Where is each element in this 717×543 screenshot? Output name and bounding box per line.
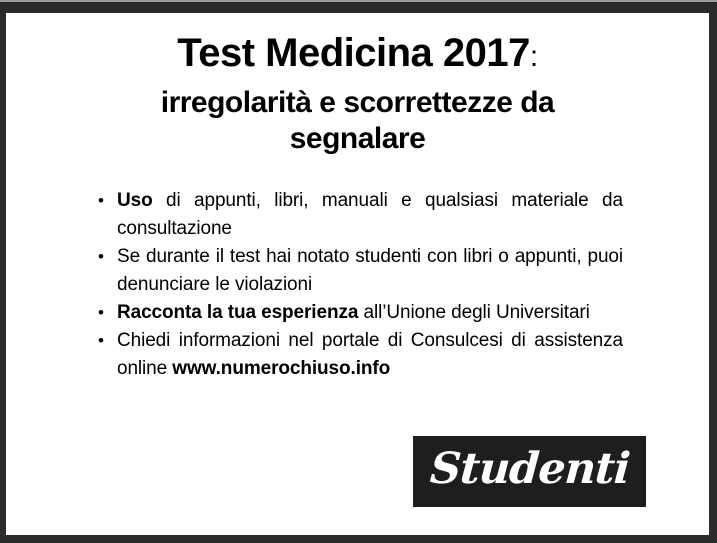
studenti-logo [413,436,646,507]
bullet-marker: • [98,331,104,350]
bullet-list [6,187,709,383]
bullet-item [98,327,623,383]
bullet-marker: • [98,303,104,322]
bullet-text: all’Unione degli Universitari [358,302,590,323]
bullet-marker: • [98,247,104,266]
bullet-marker: • [98,191,104,210]
slide-title-colon: : [529,40,538,73]
bullet-text-bold: Racconta la tua esperienza [117,302,359,323]
studenti-logo-text: Studenti [428,443,631,494]
bullet-text: di appunti, libri, manuali e qualsiasi materiale da consultazione [117,190,623,239]
slide-title [6,29,709,81]
slide [6,13,709,535]
bullet-text-bold: www.numerochiuso.info [172,358,391,379]
bullet-text: Se durante il test hai notato studenti con libri o appunti, puoi denunciare le violazioni [117,246,623,295]
slide-title-text: Test Medicina 2017 [177,31,530,75]
bullet-item [98,299,623,327]
bullet-text: Chiedi informazioni nel portale di Consulcesi di assistenza online [117,330,623,379]
bullet-item [98,187,623,243]
slide-subtitle: irregolarità e scorrettezze da segnalare [160,86,555,155]
bullet-item [98,243,623,299]
bullet-text-bold: Uso [117,190,153,211]
